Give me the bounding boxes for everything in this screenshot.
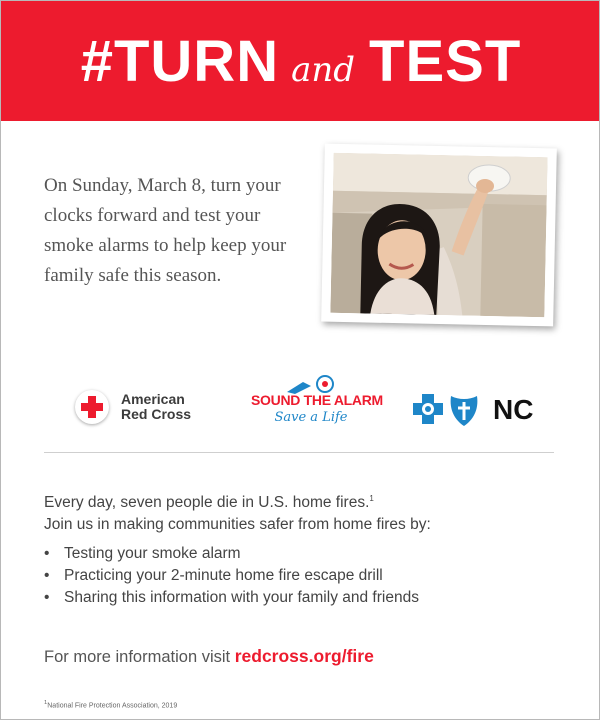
footnote-text: National Fire Protection Association, 2019 <box>47 702 178 710</box>
partner-logos <box>1 366 600 446</box>
red-cross-wordmark <box>121 392 191 422</box>
sound-the-alarm-hand-icon <box>281 374 341 394</box>
more-info-prefix: For more information visit <box>44 648 235 666</box>
banner-title <box>81 28 522 95</box>
blue-cross-blue-shield-icon <box>411 392 487 428</box>
list-item: • Practicing your 2-minute home fire escape drill <box>44 565 419 587</box>
body-line2: Join us in making communities safer from home fires by: <box>44 516 431 534</box>
list-item: • Testing your smoke alarm <box>44 543 419 565</box>
body-copy <box>44 488 564 536</box>
photo-frame <box>321 144 557 327</box>
sound-the-alarm-title: SOUND THE ALARM <box>251 392 383 408</box>
banner-test-text: TEST <box>369 28 522 94</box>
body-line1: Every day, seven people die in U.S. home fires. <box>44 494 370 512</box>
footnote <box>44 700 177 709</box>
action-list <box>44 543 419 609</box>
more-info-line <box>44 646 374 667</box>
intro-paragraph: On Sunday, March 8, turn your clocks forward and test your smoke alarms to help keep your family safe this season. <box>44 175 287 286</box>
footnote-ref: 1 <box>369 494 374 503</box>
american-red-cross-logo <box>75 390 191 424</box>
redcross-fire-link[interactable]: redcross.org/fire <box>234 646 374 666</box>
banner-turn-text: #TURN <box>80 28 280 94</box>
list-item: • Sharing this information with your family and friends <box>44 587 419 609</box>
red-cross-line1: American <box>121 391 185 407</box>
footnote-marker: 1 <box>44 700 48 706</box>
sound-the-alarm-logo <box>251 374 383 425</box>
red-cross-line2: Red Cross <box>121 406 192 422</box>
bcbs-nc-text: NC <box>493 394 534 425</box>
red-cross-icon <box>75 390 109 424</box>
sound-the-alarm-tagline: Save a Life <box>274 410 348 425</box>
photo-woman-testing-smoke-alarm <box>330 153 547 317</box>
banner-and-text: and <box>291 49 356 90</box>
section-divider <box>44 452 554 453</box>
bcbs-nc-logo <box>411 392 533 428</box>
header-banner <box>1 1 600 121</box>
